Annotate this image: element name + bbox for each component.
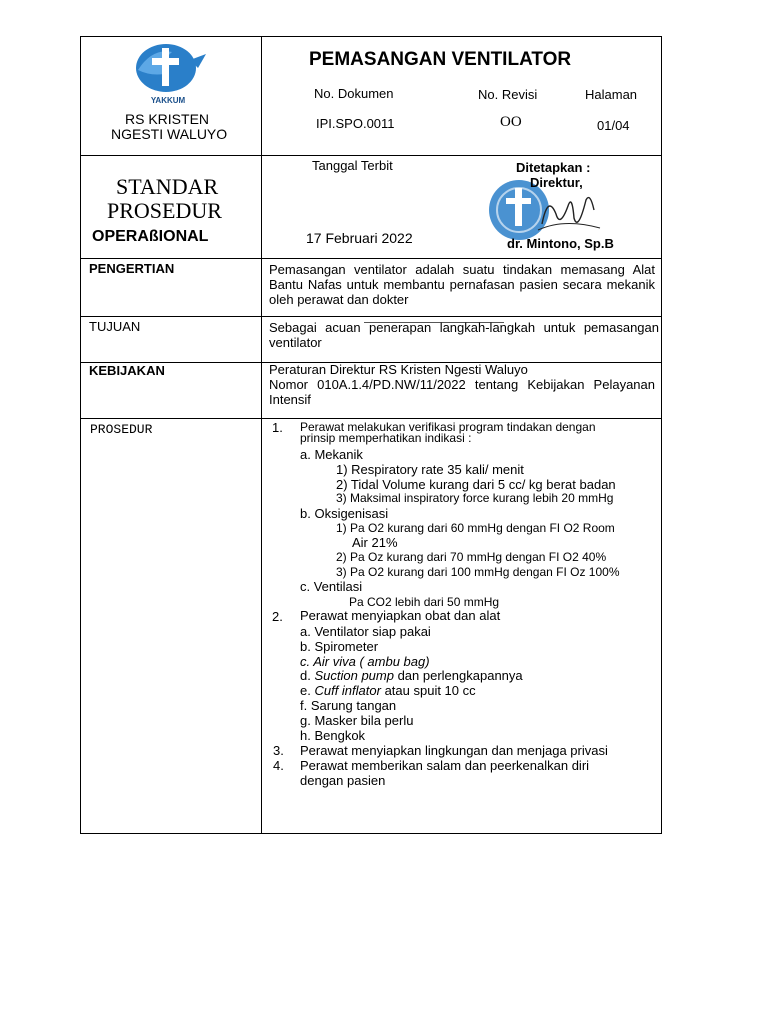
doc-number-label: No. Dokumen (314, 86, 394, 101)
tool-item-d-prefix: d. (300, 668, 315, 683)
approved-name: dr. Mintono, Sp.B (507, 236, 614, 251)
tool-item-d (300, 668, 523, 683)
sop-title-line3: OPERAßIONAL (92, 228, 209, 245)
tool-item-d-name: Suction pump (314, 668, 394, 683)
date-value: 17 Februari 2022 (306, 230, 413, 246)
approved-label: Ditetapkan : (516, 160, 591, 175)
step-1-number: 1. (272, 420, 283, 435)
oksigenisasi-item-2: 2) Pa Oz kurang dari 70 mmHg dengan FI O2 40% (336, 550, 607, 564)
step-4-number: 4. (273, 758, 284, 773)
date-label: Tanggal Terbit (312, 158, 393, 173)
tool-item-a: a. Ventilator siap pakai (300, 624, 431, 639)
oksigenisasi-item-3: 3) Pa O2 kurang dari 100 mmHg dengan FI Oz 100% (336, 565, 620, 579)
sop-title-line1: STANDAR (116, 174, 219, 199)
oksigenisasi-heading: b. Oksigenisasi (300, 506, 389, 521)
tool-item-c: c. Air viva ( ambu bag) (300, 654, 430, 669)
step-4-line1: Perawat memberikan salam dan peerkenalkan diri (300, 758, 590, 773)
hospital-name-line2: NGESTI WALUYO (111, 126, 228, 142)
step-1-line2: prinsip memperhatikan indikasi : (300, 431, 472, 445)
tool-item-h: h. Bengkok (300, 728, 366, 743)
page-value: 01/04 (597, 118, 630, 133)
header-bottom-divider (80, 258, 662, 259)
step-4-line2: dengan pasien (300, 773, 386, 788)
approved-role: Direktur, (530, 175, 583, 190)
header-divider-horizontal (80, 155, 662, 156)
logo-text: YAKKUM (150, 96, 186, 105)
sop-title-line2: PROSEDUR (107, 198, 222, 223)
signature-icon (534, 188, 604, 238)
hospital-name-line1: RS KRISTEN (125, 111, 210, 127)
kebijakan-line1: Peraturan Direktur RS Kristen Ngesti Waluyo (269, 362, 528, 377)
oksigenisasi-item-1-cont: Air 21% (352, 535, 398, 550)
tujuan-label: TUJUAN (89, 319, 141, 334)
ventilasi-item-1: Pa CO2 lebih dari 50 mmHg (349, 595, 500, 609)
mekanik-item-1: 1) Respiratory rate 35 kali/ menit (336, 462, 524, 477)
mekanik-item-3: 3) Maksimal inspiratory force kurang lebih 20 mmHg (336, 491, 614, 505)
yakkum-logo-icon (132, 40, 212, 106)
ventilasi-heading: c. Ventilasi (300, 579, 363, 594)
prosedur-label: PROSEDUR (90, 422, 153, 437)
tool-item-e-prefix: e. (300, 683, 315, 698)
revision-value: OO (500, 114, 522, 130)
mekanik-heading: a. Mekanik (300, 447, 363, 462)
kebijakan-line2: Nomor 010A.1.4/PD.NW/11/2022 tentang Kebijakan Pelayanan Intensif (269, 377, 655, 407)
pengertian-label: PENGERTIAN (89, 261, 175, 276)
oksigenisasi-item-1: 1) Pa O2 kurang dari 60 mmHg dengan FI O2 Room (336, 521, 615, 535)
step-2-number: 2. (272, 609, 283, 624)
row-divider-1 (80, 316, 662, 317)
tool-item-f: f. Sarung tangan (300, 698, 397, 713)
tool-item-d-suffix: dan perlengkapannya (393, 668, 523, 683)
step-1-line1: Perawat melakukan verifikasi program tindakan dengan (300, 420, 596, 434)
pengertian-text: Pemasangan ventilator adalah suatu tindakan memasang Alat Bantu Nafas untuk membantu pernafasan pasien secara mekanik oleh perawat dan dokter (269, 262, 655, 307)
tool-item-g: g. Masker bila perlu (300, 713, 414, 728)
tool-item-b: b. Spirometer (300, 639, 379, 654)
revision-label: No. Revisi (478, 87, 538, 102)
tool-item-e-name: Cuff inflator (314, 683, 381, 698)
doc-number-value: IPI.SPO.0011 (316, 116, 395, 131)
step-2-text: Perawat menyiapkan obat dan alat (300, 608, 501, 623)
document-title: PEMASANGAN VENTILATOR (309, 49, 572, 70)
tool-item-e-suffix: atau spuit 10 cc (380, 683, 476, 698)
tujuan-text: Sebagai acuan penerapan langkah-langkah untuk pemasangan ventilator (269, 320, 659, 350)
step-3-number: 3. (273, 743, 284, 758)
page-label: Halaman (585, 87, 638, 102)
row-divider-3 (80, 418, 662, 419)
mekanik-item-2: 2) Tidal Volume kurang dari 5 cc/ kg berat badan (336, 477, 616, 492)
tool-item-e (300, 683, 476, 698)
kebijakan-label: KEBIJAKAN (89, 363, 165, 378)
step-3-text: Perawat menyiapkan lingkungan dan menjaga privasi (300, 743, 608, 758)
